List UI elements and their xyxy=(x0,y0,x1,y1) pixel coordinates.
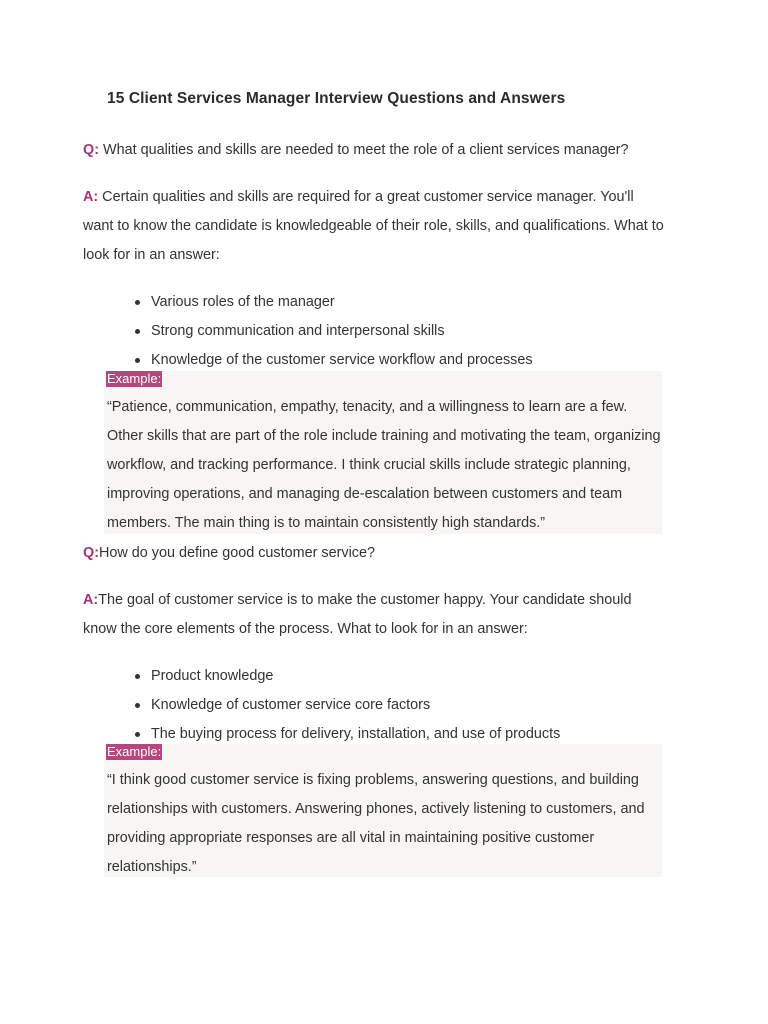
bullet-dot-icon xyxy=(135,703,140,708)
answer-2 xyxy=(83,586,668,644)
question-1 xyxy=(83,136,668,165)
answer-marker: A: xyxy=(83,189,99,205)
bullet-dot-icon xyxy=(135,300,140,305)
example-label: Example: xyxy=(107,371,162,386)
question-text: How do you define good customer service? xyxy=(99,545,375,561)
question-2 xyxy=(83,539,668,568)
bullet-dot-icon xyxy=(135,674,140,679)
bullet-dot-icon xyxy=(135,329,140,334)
answer-text: Certain qualities and skills are required for a great customer service manager. You'll want to know the candidate is knowledgeable of their role, skills, and qualifications. What to look for in an answer: xyxy=(83,189,664,263)
answer-marker: A: xyxy=(83,592,99,608)
answer-1 xyxy=(83,183,668,270)
answer-1-bullet-list xyxy=(131,288,533,375)
list-item: The buying process for delivery, installation, and use of products xyxy=(131,720,560,749)
list-item: Knowledge of customer service core factors xyxy=(131,691,560,720)
list-item: Strong communication and interpersonal skills xyxy=(131,317,533,346)
page-title: 15 Client Services Manager Interview Questions and Answers xyxy=(107,90,566,107)
answer-text: The goal of customer service is to make the customer happy. Your candidate should know the core elements of the process. What to look for in an answer: xyxy=(83,592,632,637)
bullet-dot-icon xyxy=(135,732,140,737)
question-marker: Q: xyxy=(83,545,99,561)
list-item: Various roles of the manager xyxy=(131,288,533,317)
list-item: Product knowledge xyxy=(131,662,560,691)
question-text: What qualities and skills are needed to meet the role of a client services manager? xyxy=(99,142,629,158)
example-label: Example: xyxy=(107,744,162,759)
question-marker: Q: xyxy=(83,142,99,158)
list-item: Knowledge of the customer service workflow and processes xyxy=(131,346,533,375)
example-box-1 xyxy=(104,371,662,534)
example-text: “I think good customer service is fixing problems, answering questions, and building relationships with customers. Answering phones, actively listening to customers, and providing appropriate responses are all vital in maintaining positive customer relationships.” xyxy=(107,772,645,875)
example-text: “Patience, communication, empathy, tenacity, and a willingness to learn are a few. Other skills that are part of the role include training and motivating the team, organizing workflow, and tracking performance. I think crucial skills include strategic planning, improving operations, and managing de-escalation between customers and team members. The main thing is to maintain consistently high standards.” xyxy=(107,399,661,531)
bullet-dot-icon xyxy=(135,358,140,363)
example-box-2 xyxy=(104,744,662,877)
answer-2-bullet-list xyxy=(131,662,560,749)
